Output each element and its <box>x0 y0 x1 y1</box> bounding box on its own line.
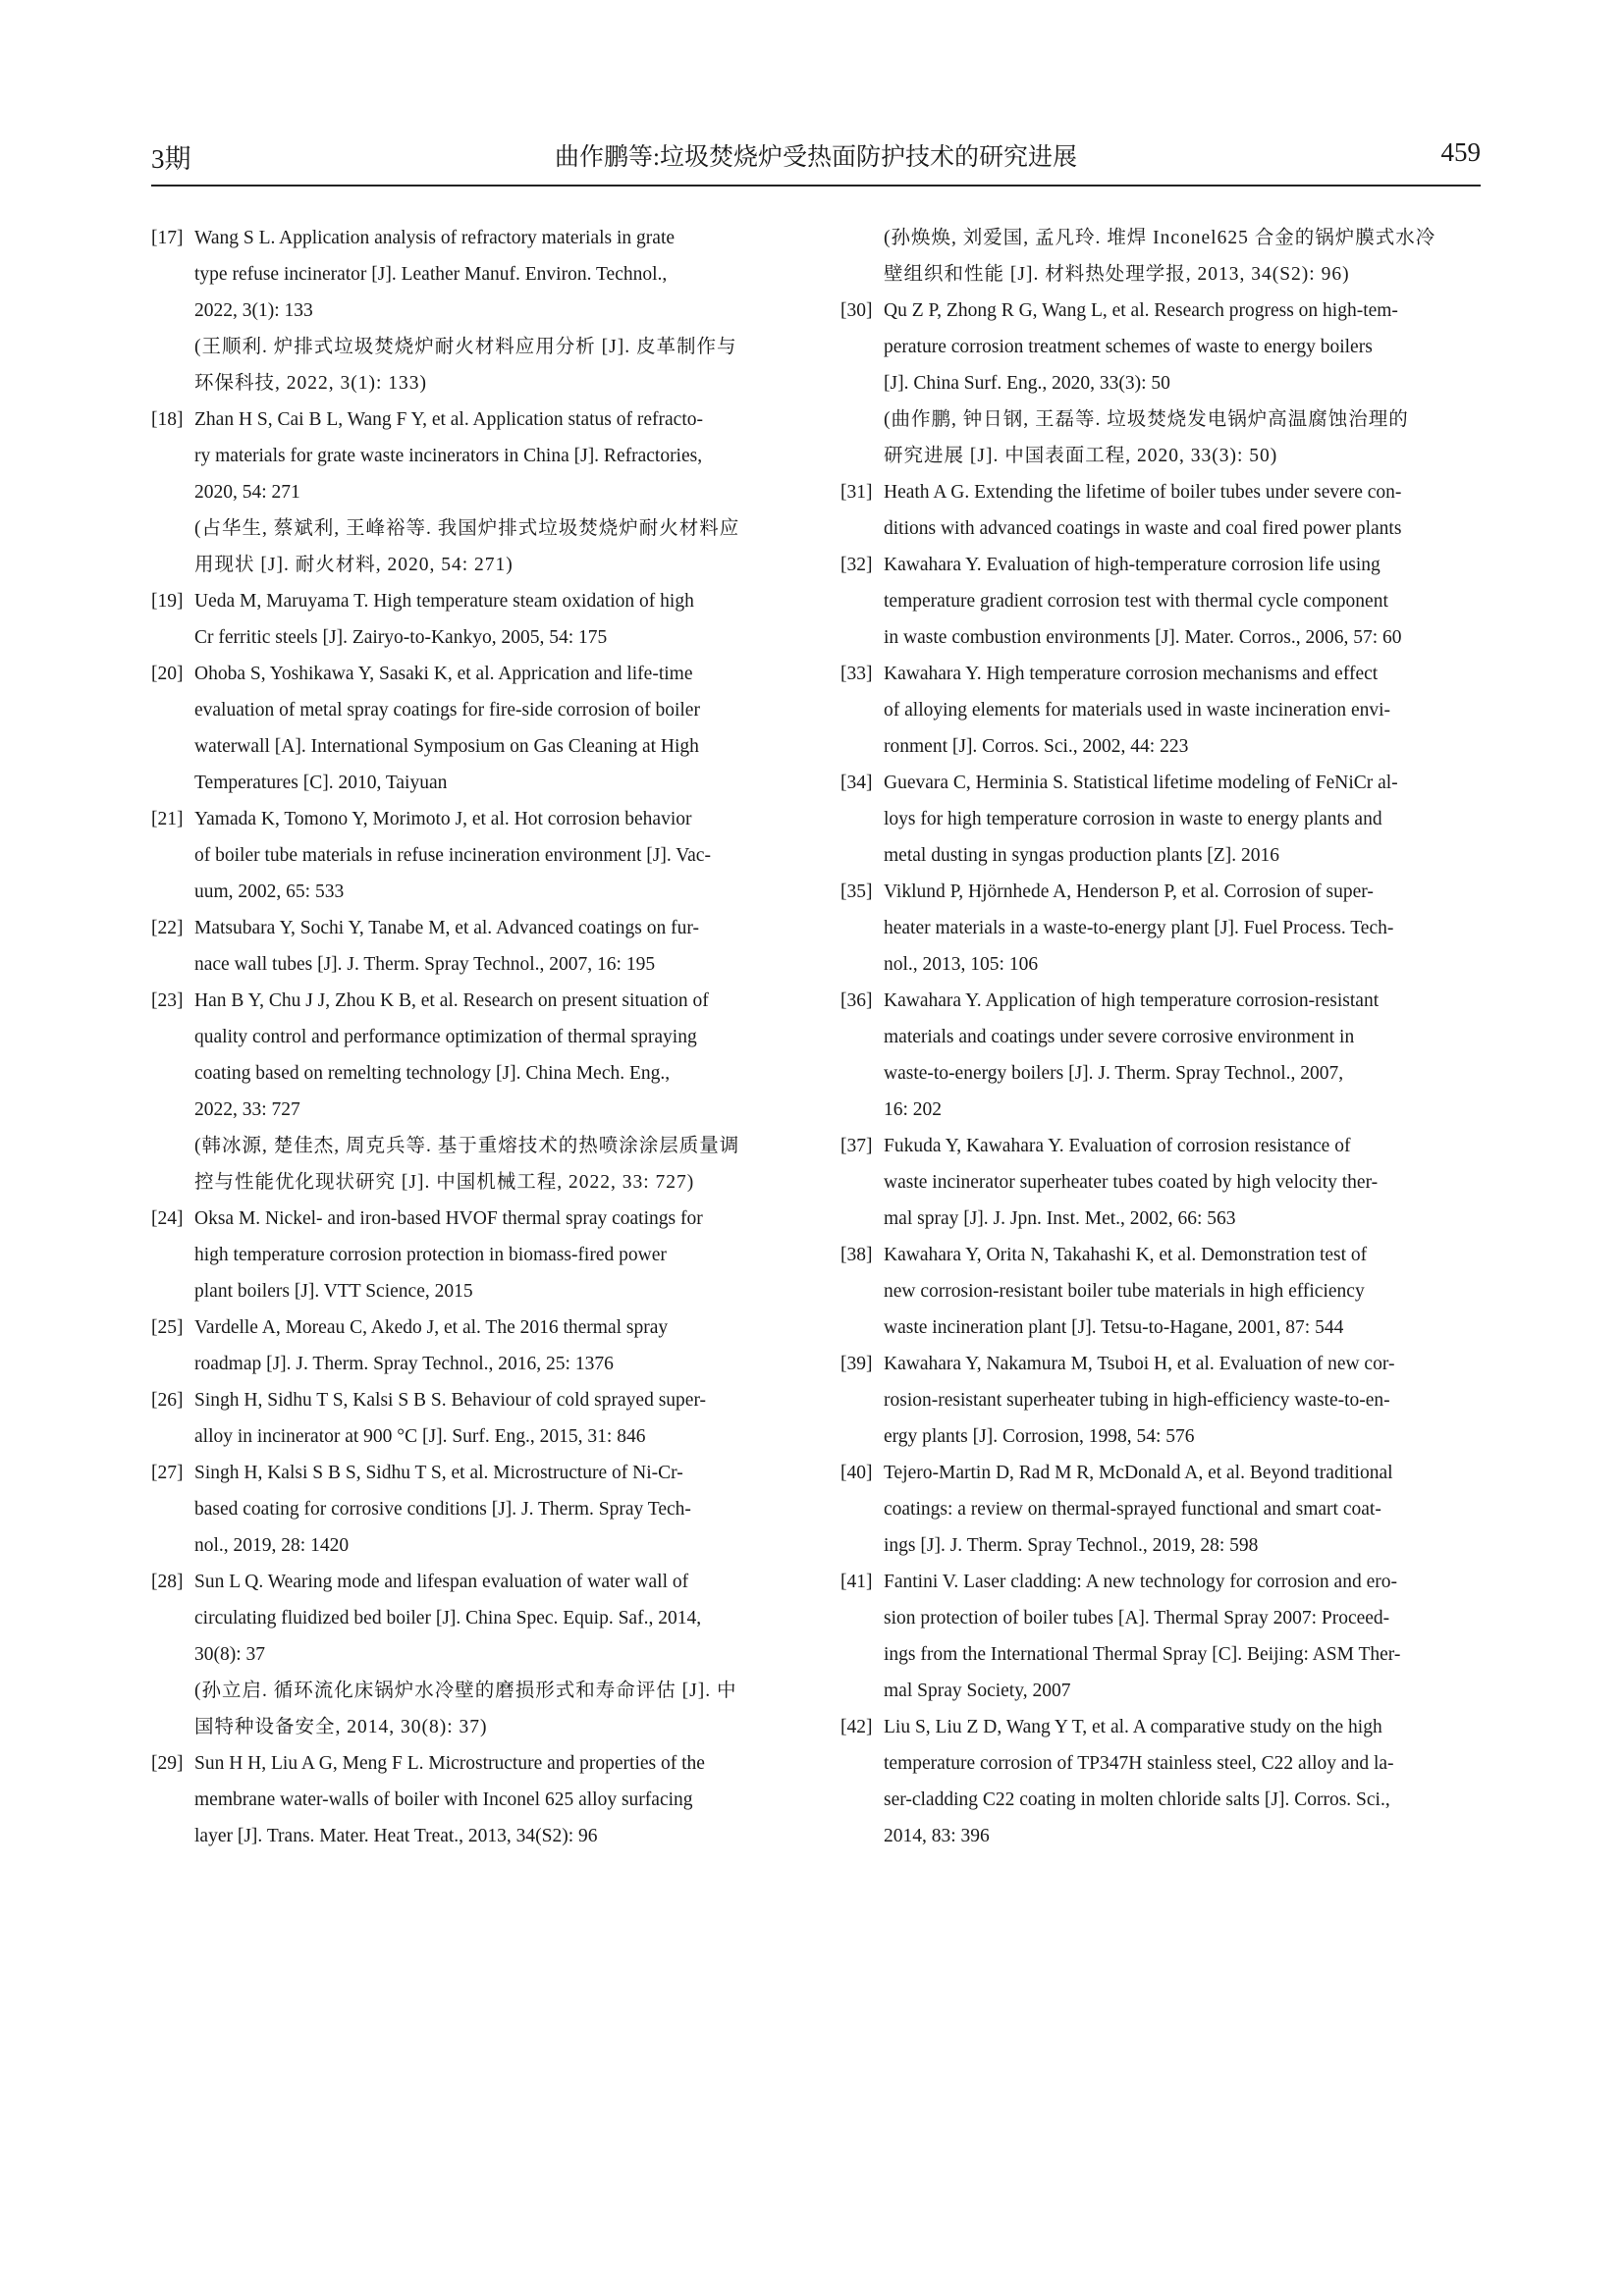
reference-item <box>151 1309 791 1382</box>
reference-line: nace wall tubes [J]. J. Therm. Spray Technol., 2007, 16: 195 <box>194 954 656 975</box>
reference-line: Ohoba S, Yoshikawa Y, Sasaki K, et al. Apprication and life-time <box>194 664 693 684</box>
reference-line: 2020, 54: 271 <box>194 482 300 503</box>
reference-line: circulating fluidized bed boiler [J]. China Spec. Equip. Saf., 2014, <box>194 1608 702 1629</box>
reference-item <box>151 801 791 910</box>
reference-line: Singh H, Kalsi S B S, Sidhu T S, et al. Microstructure of Ni-Cr- <box>194 1463 683 1483</box>
reference-line: 研究进展 [J]. 中国表面工程, 2020, 33(3): 50) <box>884 446 1278 466</box>
header-rule <box>151 185 1481 187</box>
reference-line: Vardelle A, Moreau C, Akedo J, et al. The 2016 thermal spray <box>194 1317 669 1338</box>
reference-number: [19] <box>151 591 184 612</box>
reference-line: layer [J]. Trans. Mater. Heat Treat., 2013, 34(S2): 96 <box>194 1826 598 1846</box>
reference-line: 控与性能优化现状研究 [J]. 中国机械工程, 2022, 33: 727) <box>194 1172 695 1193</box>
reference-number: [21] <box>151 809 184 829</box>
reference-number: [18] <box>151 409 184 430</box>
reference-line: Matsubara Y, Sochi Y, Tanabe M, et al. Advanced coatings on fur- <box>194 918 699 938</box>
reference-number: [38] <box>840 1245 873 1265</box>
reference-line: membrane water-walls of boiler with Inconel 625 alloy surfacing <box>194 1789 693 1810</box>
reference-number: [40] <box>840 1463 873 1483</box>
reference-line: ditions with advanced coatings in waste and coal fired power plants <box>884 518 1402 539</box>
reference-number: [27] <box>151 1463 184 1483</box>
reference-item <box>840 765 1481 874</box>
reference-line: Heath A G. Extending the lifetime of boiler tubes under severe con- <box>884 482 1402 503</box>
reference-item <box>151 401 791 583</box>
reference-number: [20] <box>151 664 184 684</box>
reference-item <box>151 220 791 401</box>
reference-line: Temperatures [C]. 2010, Taiyuan <box>194 773 448 793</box>
reference-line: new corrosion-resistant boiler tube materials in high efficiency <box>884 1281 1365 1302</box>
reference-line: (孙焕焕, 刘爱国, 孟凡玲. 堆焊 Inconel625 合金的锅炉膜式水冷 <box>884 228 1436 248</box>
reference-line: quality control and performance optimization of thermal spraying <box>194 1027 697 1047</box>
reference-line: waste incineration plant [J]. Tetsu-to-Hagane, 2001, 87: 544 <box>884 1317 1344 1338</box>
reference-number: [31] <box>840 482 873 503</box>
reference-number: [24] <box>151 1208 184 1229</box>
reference-line: of boiler tube materials in refuse incineration environment [J]. Vac- <box>194 845 711 866</box>
reference-line: Liu S, Liu Z D, Wang Y T, et al. A comparative study on the high <box>884 1717 1382 1737</box>
reference-number: [37] <box>840 1136 873 1156</box>
reference-line: 用现状 [J]. 耐火材料, 2020, 54: 271) <box>194 555 514 575</box>
reference-line: coating based on remelting technology [J]. China Mech. Eng., <box>194 1063 671 1084</box>
reference-number: [32] <box>840 555 873 575</box>
reference-item <box>151 1455 791 1564</box>
reference-number: [34] <box>840 773 873 793</box>
reference-line: evaluation of metal spray coatings for fire-side corrosion of boiler <box>194 700 700 721</box>
reference-number: [28] <box>151 1572 184 1592</box>
reference-item <box>151 656 791 801</box>
reference-number: [35] <box>840 881 873 902</box>
reference-item <box>840 1455 1481 1564</box>
reference-line: Cr ferritic steels [J]. Zairyo-to-Kankyo, 2005, 54: 175 <box>194 627 608 648</box>
reference-line: waterwall [A]. International Symposium on Gas Cleaning at High <box>194 736 699 757</box>
reference-number: [42] <box>840 1717 873 1737</box>
reference-number: [39] <box>840 1354 873 1374</box>
reference-line: ser-cladding C22 coating in molten chloride salts [J]. Corros. Sci., <box>884 1789 1390 1810</box>
reference-line: of alloying elements for materials used in waste incineration envi- <box>884 700 1391 721</box>
reference-line: plant boilers [J]. VTT Science, 2015 <box>194 1281 473 1302</box>
reference-line: Singh H, Sidhu T S, Kalsi S B S. Behaviour of cold sprayed super- <box>194 1390 707 1411</box>
running-title: 曲作鹏等:垃圾焚烧炉受热面防护技术的研究进展 <box>555 144 1077 171</box>
reference-line: waste-to-energy boilers [J]. J. Therm. Spray Technol., 2007, <box>884 1063 1344 1084</box>
reference-number: [23] <box>151 990 184 1011</box>
reference-line: Kawahara Y. Evaluation of high-temperature corrosion life using <box>884 555 1380 575</box>
reference-number: [22] <box>151 918 184 938</box>
reference-number: [17] <box>151 228 184 248</box>
reference-line: temperature corrosion of TP347H stainless steel, C22 alloy and la- <box>884 1753 1394 1774</box>
reference-number: [41] <box>840 1572 873 1592</box>
reference-line: Kawahara Y, Orita N, Takahashi K, et al. Demonstration test of <box>884 1245 1368 1265</box>
reference-item <box>840 874 1481 983</box>
issue-label: 3期 <box>151 144 191 174</box>
reference-item <box>151 910 791 983</box>
reference-line: (韩冰源, 楚佳杰, 周克兵等. 基于重熔技术的热喷涂涂层质量调 <box>194 1136 740 1156</box>
reference-line: mal spray [J]. J. Jpn. Inst. Met., 2002, 66: 563 <box>884 1208 1236 1229</box>
reference-line: Guevara C, Herminia S. Statistical lifetime modeling of FeNiCr al- <box>884 773 1398 793</box>
reference-line: 国特种设备安全, 2014, 30(8): 37) <box>194 1717 488 1737</box>
reference-item <box>151 583 791 656</box>
reference-item <box>840 656 1481 765</box>
reference-line: roadmap [J]. J. Therm. Spray Technol., 2016, 25: 1376 <box>194 1354 614 1374</box>
reference-line: 16: 202 <box>884 1099 943 1120</box>
reference-line: (占华生, 蔡斌利, 王峰裕等. 我国炉排式垃圾焚烧炉耐火材料应 <box>194 518 740 539</box>
reference-line: type refuse incinerator [J]. Leather Manuf. Environ. Technol., <box>194 264 668 285</box>
reference-number: [36] <box>840 990 873 1011</box>
reference-line: high temperature corrosion protection in biomass-fired power <box>194 1245 667 1265</box>
reference-line: Sun H H, Liu A G, Meng F L. Microstructure and properties of the <box>194 1753 705 1774</box>
reference-item <box>840 474 1481 547</box>
reference-line: in waste combustion environments [J]. Mater. Corros., 2006, 57: 60 <box>884 627 1402 648</box>
reference-line: nol., 2013, 105: 106 <box>884 954 1039 975</box>
reference-line: mal Spray Society, 2007 <box>884 1681 1071 1701</box>
reference-line: coatings: a review on thermal-sprayed functional and smart coat- <box>884 1499 1381 1520</box>
reference-line: Han B Y, Chu J J, Zhou K B, et al. Research on present situation of <box>194 990 709 1011</box>
reference-line: 壁组织和性能 [J]. 材料热处理学报, 2013, 34(S2): 96) <box>884 264 1350 285</box>
reference-line: based coating for corrosive conditions [J]. J. Therm. Spray Tech- <box>194 1499 691 1520</box>
reference-line: [J]. China Surf. Eng., 2020, 33(3): 50 <box>884 373 1170 394</box>
reference-line: alloy in incinerator at 900 °C [J]. Surf. Eng., 2015, 31: 846 <box>194 1426 646 1447</box>
reference-number: [26] <box>151 1390 184 1411</box>
reference-item <box>840 1564 1481 1709</box>
reference-line: materials and coatings under severe corrosive environment in <box>884 1027 1355 1047</box>
reference-line: Ueda M, Maruyama T. High temperature steam oxidation of high <box>194 591 694 612</box>
reference-line: nol., 2019, 28: 1420 <box>194 1535 350 1556</box>
reference-line: Yamada K, Tomono Y, Morimoto J, et al. Hot corrosion behavior <box>194 809 692 829</box>
reference-item <box>840 1128 1481 1237</box>
reference-line: perature corrosion treatment schemes of waste to energy boilers <box>884 337 1373 357</box>
reference-line: loys for high temperature corrosion in waste to energy plants and <box>884 809 1382 829</box>
reference-line: ergy plants [J]. Corrosion, 1998, 54: 576 <box>884 1426 1195 1447</box>
reference-line: temperature gradient corrosion test with thermal cycle component <box>884 591 1388 612</box>
reference-line: Viklund P, Hjörnhede A, Henderson P, et al. Corrosion of super- <box>884 881 1374 902</box>
reference-line: Kawahara Y. High temperature corrosion mechanisms and effect <box>884 664 1379 684</box>
reference-line: (孙立启. 循环流化床锅炉水冷壁的磨损形式和寿命评估 [J]. 中 <box>194 1681 737 1701</box>
reference-line: ings [J]. J. Therm. Spray Technol., 2019, 28: 598 <box>884 1535 1259 1556</box>
reference-item <box>840 220 1481 293</box>
reference-line: uum, 2002, 65: 533 <box>194 881 345 902</box>
reference-line: (王顺利. 炉排式垃圾焚烧炉耐火材料应用分析 [J]. 皮革制作与 <box>194 337 737 357</box>
reference-line: waste incinerator superheater tubes coated by high velocity ther- <box>884 1172 1379 1193</box>
reference-number: [29] <box>151 1753 184 1774</box>
reference-line: 2014, 83: 396 <box>884 1826 990 1846</box>
reference-item <box>151 1745 791 1854</box>
reference-item <box>151 1382 791 1455</box>
reference-line: (曲作鹏, 钟日钢, 王磊等. 垃圾焚烧发电锅炉高温腐蚀治理的 <box>884 409 1409 430</box>
reference-line: Tejero-Martin D, Rad M R, McDonald A, et al. Beyond traditional <box>884 1463 1393 1483</box>
references-column-right <box>840 220 1481 1854</box>
page-number: 459 <box>1440 137 1481 167</box>
reference-line: heater materials in a waste-to-energy plant [J]. Fuel Process. Tech- <box>884 918 1394 938</box>
reference-line: 30(8): 37 <box>194 1644 266 1665</box>
reference-line: metal dusting in syngas production plants [Z]. 2016 <box>884 845 1279 866</box>
reference-line: Fukuda Y, Kawahara Y. Evaluation of corrosion resistance of <box>884 1136 1351 1156</box>
reference-line: Kawahara Y. Application of high temperature corrosion-resistant <box>884 990 1380 1011</box>
reference-item <box>151 1201 791 1309</box>
reference-line: rosion-resistant superheater tubing in high-efficiency waste-to-en- <box>884 1390 1390 1411</box>
reference-item <box>840 1709 1481 1854</box>
reference-number: [30] <box>840 300 873 321</box>
reference-item <box>840 983 1481 1128</box>
reference-line: 环保科技, 2022, 3(1): 133) <box>194 373 428 394</box>
reference-line: Wang S L. Application analysis of refractory materials in grate <box>194 228 676 248</box>
page-header <box>151 137 1481 187</box>
reference-item <box>840 293 1481 474</box>
reference-number: [25] <box>151 1317 184 1338</box>
reference-line: Zhan H S, Cai B L, Wang F Y, et al. Application status of refracto- <box>194 409 703 430</box>
reference-item <box>151 983 791 1201</box>
reference-line: ry materials for grate waste incinerators in China [J]. Refractories, <box>194 446 703 466</box>
reference-line: ronment [J]. Corros. Sci., 2002, 44: 223 <box>884 736 1189 757</box>
reference-item <box>840 547 1481 656</box>
references-column-left <box>151 220 791 1854</box>
reference-line: 2022, 3(1): 133 <box>194 300 313 321</box>
reference-line: 2022, 33: 727 <box>194 1099 300 1120</box>
reference-item <box>840 1237 1481 1346</box>
reference-number: [33] <box>840 664 873 684</box>
reference-line: sion protection of boiler tubes [A]. Thermal Spray 2007: Proceed- <box>884 1608 1390 1629</box>
reference-item <box>840 1346 1481 1455</box>
reference-line: Qu Z P, Zhong R G, Wang L, et al. Research progress on high-tem- <box>884 300 1398 321</box>
reference-line: Oksa M. Nickel- and iron-based HVOF thermal spray coatings for <box>194 1208 703 1229</box>
reference-line: Fantini V. Laser cladding: A new technology for corrosion and ero- <box>884 1572 1397 1592</box>
reference-line: ings from the International Thermal Spray [C]. Beijing: ASM Ther- <box>884 1644 1401 1665</box>
reference-line: Sun L Q. Wearing mode and lifespan evaluation of water wall of <box>194 1572 689 1592</box>
reference-item <box>151 1564 791 1745</box>
reference-line: Kawahara Y, Nakamura M, Tsuboi H, et al. Evaluation of new cor- <box>884 1354 1395 1374</box>
